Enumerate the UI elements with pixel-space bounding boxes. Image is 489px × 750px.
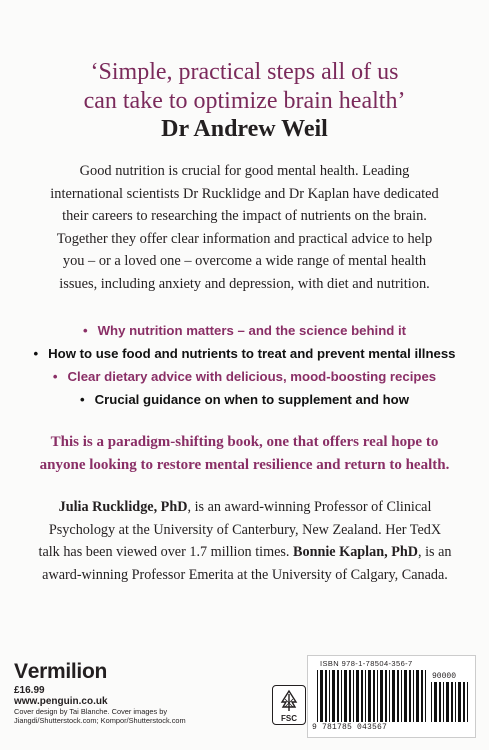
bullet-dot-icon: •: [80, 392, 85, 407]
author-2-name: Bonnie Kaplan, PhD: [293, 544, 418, 560]
barcode-bar: [325, 670, 327, 722]
barcode-graphic: [316, 670, 428, 722]
bullet-item: [0, 388, 489, 411]
barcode-bar: [329, 670, 330, 722]
quote-author: Dr Andrew Weil: [161, 116, 328, 142]
bullet-dot-icon: •: [33, 346, 39, 361]
barcode-bar: [467, 682, 468, 722]
barcode-bar: [337, 670, 339, 722]
price-code: 90000: [432, 672, 457, 681]
cover-credit-line: Jiangdi/Shutterstock.com; Kompor/Shutterstock.com: [14, 716, 186, 725]
barcode-bar: [434, 682, 437, 722]
barcode-bar: [320, 670, 323, 722]
bullet-item: [0, 365, 489, 388]
bullet-dot-icon: •: [82, 323, 88, 338]
bullet-text: Clear dietary advice with delicious, mood-boosting recipes: [67, 369, 437, 384]
barcode-bar: [385, 670, 387, 722]
tagline: [0, 431, 489, 477]
bullet-dot-icon: •: [52, 369, 58, 384]
barcode-bar: [421, 670, 423, 722]
fsc-tree-icon: [277, 689, 301, 713]
cover-credit-line: Cover design by Tai Blanche. Cover images by: [14, 707, 168, 716]
barcode-bar: [368, 670, 371, 722]
barcode-bar: [413, 670, 414, 722]
addon-barcode-graphic: [430, 682, 470, 722]
bullet-text: Crucial guidance on when to supplement and how: [94, 392, 409, 407]
vermilion-logo-v: V: [14, 660, 28, 683]
barcode-bar: [401, 670, 402, 722]
bio-line: Psychology at the University of Canterbury, New Zealand. Her TedX: [48, 521, 442, 538]
description-line: Good nutrition is crucial for good mental health. Leading: [79, 163, 410, 179]
barcode-bar: [416, 670, 419, 722]
bio-line: [30, 496, 460, 519]
review-quote: [0, 58, 489, 116]
publisher-info: [14, 685, 186, 725]
description-line: international scientists Dr Rucklidge and Dr Kaplan have dedicated: [50, 185, 439, 202]
isbn: ISBN 978-1-78504-356-7: [320, 659, 413, 668]
description-line: their careers to researching the impact of nutrients on the brain.: [62, 208, 427, 224]
barcode-bar: [455, 682, 456, 722]
barcode-bar: [458, 682, 461, 722]
barcode-bar: [443, 682, 444, 722]
barcode-bar: [332, 670, 335, 722]
barcode-panel: [307, 655, 476, 738]
barcode-bar: [373, 670, 375, 722]
vermilion-logo: [14, 660, 107, 684]
barcode-bar: [356, 670, 359, 722]
bio-line: award-winning Professor Emerita at the University of Calgary, Canada.: [42, 566, 448, 583]
barcode-bar: [365, 670, 366, 722]
barcode-bar: [451, 682, 453, 722]
barcode-bar: [349, 670, 351, 722]
barcode-bar: [353, 670, 354, 722]
description-line: Together they offer clear information and practical advice to help: [56, 230, 433, 247]
barcode-bar: [463, 682, 465, 722]
tagline-line-1: This is a paradigm-shifting book, one that offers real hope to: [50, 434, 439, 450]
price: £16.99: [14, 685, 45, 696]
description-line: issues, including anxiety and depression, with diet and nutrition.: [59, 275, 430, 292]
author-bio: [30, 496, 460, 586]
barcode-bar: [397, 670, 399, 722]
author-1-name: Julia Rucklidge, PhD: [58, 499, 188, 515]
barcode-bar: [425, 670, 426, 722]
fsc-label: FSC: [281, 714, 297, 723]
publisher-website: www.penguin.co.uk: [14, 696, 108, 707]
bullet-item: [0, 319, 489, 342]
bio-line: [30, 541, 460, 564]
tagline-line-2: anyone looking to restore mental resilience and return to health.: [39, 457, 450, 473]
barcode-bar: [404, 670, 407, 722]
barcode-bar: [431, 682, 432, 722]
barcode-bar: [317, 670, 318, 722]
bullet-text: Why nutrition matters – and the science behind it: [97, 323, 407, 338]
barcode-digits: 9 781785 043567: [312, 723, 388, 732]
review-quote-line-2: can take to optimize brain health’: [83, 88, 406, 114]
bio-text: , is an award-winning Professor of Clinical: [187, 499, 432, 515]
barcode-bar: [392, 670, 395, 722]
description-line: you – or a loved one – overcome a wide range of mental health: [62, 253, 427, 269]
barcode-bar: [439, 682, 441, 722]
feature-bullet-list: [0, 319, 489, 411]
bio-text: , is an: [418, 544, 452, 560]
vermilion-logo-text: ermilion: [27, 660, 108, 683]
barcode-bar: [389, 670, 390, 722]
barcode-bar: [344, 670, 347, 722]
barcode-bar: [409, 670, 411, 722]
barcode-bar: [377, 670, 378, 722]
review-quote-line-1: ‘Simple, practical steps all of us: [90, 59, 399, 85]
bio-text: talk has been viewed over 1.7 million times.: [38, 544, 294, 560]
bullet-text: How to use food and nutrients to treat and prevent mental illness: [48, 346, 456, 361]
barcode-bar: [361, 670, 363, 722]
barcode-bar: [446, 682, 449, 722]
book-description: [32, 160, 457, 295]
barcode-bar: [341, 670, 342, 722]
bullet-item: [0, 342, 489, 365]
barcode-bar: [380, 670, 383, 722]
